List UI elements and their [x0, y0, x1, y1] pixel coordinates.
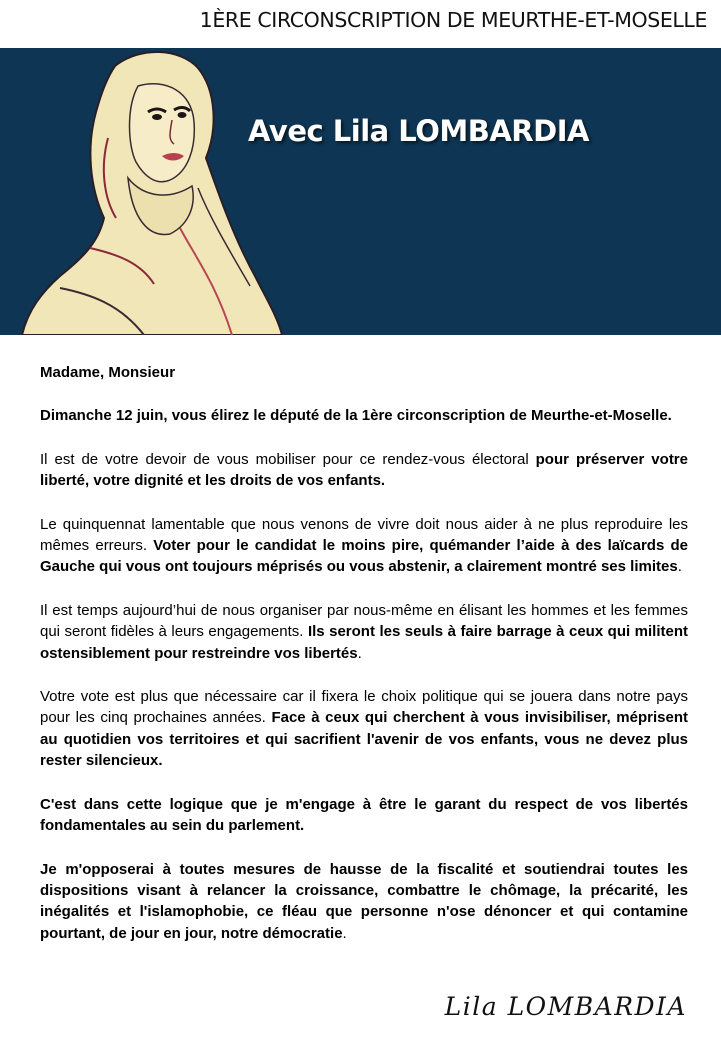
top-header — [0, 0, 721, 48]
circonscription-title: 1ÈRE CIRCONSCRIPTION DE MEURTHE-ET-MOSELLE — [199, 8, 707, 32]
signature: Lila LOMBARDIA — [444, 992, 687, 1021]
paragraph-4: Il est temps aujourd’hui de nous organiser par nous-même en élisant les hommes et les femmes qui seront fidèles à leurs engagements. Ils seront les seuls à faire barrage à ceux qui militent ostensiblement pour restreindre vos libertés. — [40, 601, 688, 662]
banner — [0, 48, 721, 335]
salutation: Madame, Monsieur — [40, 364, 176, 381]
paragraph-6: C'est dans cette logique que je m'engage à être le garant du respect de vos libertés fondamentales au sein du parlement. — [40, 795, 688, 835]
banner-headline: Avec Lila LOMBARDIA — [248, 114, 589, 148]
candidate-portrait — [20, 48, 285, 335]
paragraph-2: Il est de votre devoir de vous mobiliser pour ce rendez-vous électoral pour préserver votre liberté, votre dignité et les droits de vos enfants. — [40, 450, 688, 490]
letter-body — [40, 362, 688, 966]
paragraph-1: Dimanche 12 juin, vous élirez le député de la 1ère circonscription de Meurthe-et-Moselle. — [40, 407, 672, 425]
paragraph-7: Je m'opposerai à toutes mesures de hausse de la fiscalité et soutiendrai toutes les dispositions visant à relancer la croissance, combattre le chômage, la précarité, les inégalités et l'islamophobie, ce fléau que personne n'ose dénoncer et qui contamine pourtant, de jour en jour, notre démocratie. — [40, 860, 688, 942]
paragraph-5: Votre vote est plus que nécessaire car il fixera le choix politique qui se jouera dans notre pays pour les cinq prochaines années. Face à ceux qui cherchent à vous invisibiliser, méprisent au quotidien vos territoires et qui sacrifient l'avenir de vos enfants, vous ne devez plus rester silencieux. — [40, 688, 688, 770]
paragraph-3: Le quinquennat lamentable que nous venons de vivre doit nous aider à ne plus reproduire les mêmes erreurs. Voter pour le candidat le moins pire, quémander l’aide à des laïcards de Gauche qui vous ont toujours méprisés ou vous abstenir, a clairement montré ses limites. — [40, 515, 688, 576]
